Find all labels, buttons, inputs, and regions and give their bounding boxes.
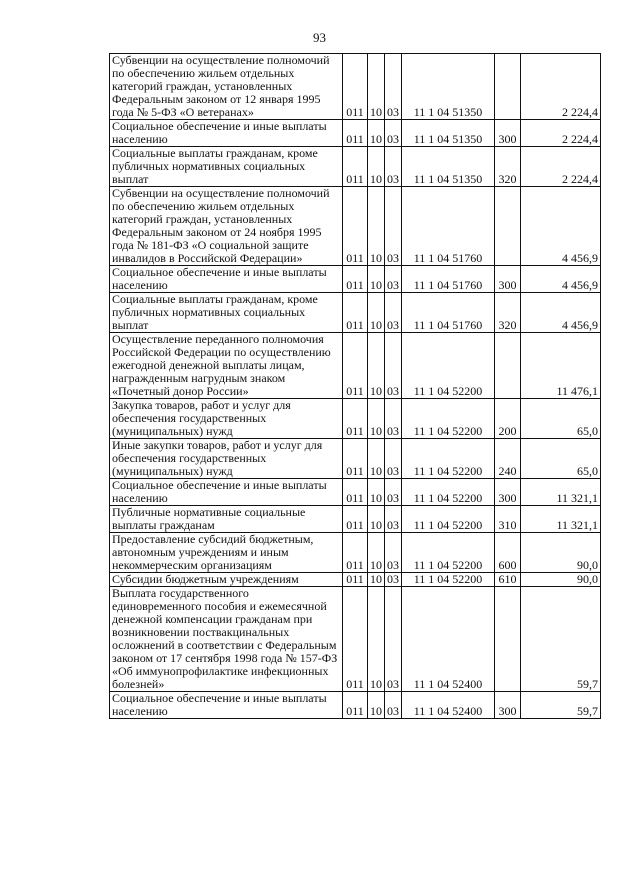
row-name: Выплата государственного единовременного пособия и ежемесячной денежной компенсации гражданам при возникновении поствакцинальных осложнений в соответствии с Федеральным законом от 17 сентября 1998 года № 157-ФЗ «Об иммунопрофилактике инфекционных болезней» — [110, 587, 343, 692]
row-pr: 03 — [385, 333, 402, 399]
row-name: Социальные выплаты гражданам, кроме публичных нормативных социальных выплат — [110, 293, 343, 333]
table-row — [110, 587, 601, 692]
row-pr: 03 — [385, 266, 402, 293]
row-vr: 300 — [495, 266, 521, 293]
row-gr: 011 — [343, 439, 368, 479]
row-sum: 4 456,9 — [521, 187, 601, 266]
row-vr: 200 — [495, 399, 521, 439]
table-row — [110, 506, 601, 533]
row-vr: 310 — [495, 506, 521, 533]
row-cs: 11 1 04 52200 — [402, 479, 495, 506]
row-rz: 10 — [368, 293, 385, 333]
page-number: 93 — [313, 30, 326, 45]
row-name: Осуществление переданного полномочия Российской Федерации по осуществлению ежегодной денежной выплаты лицам, награжденным нагрудным знаком «Почетный донор России» — [110, 333, 343, 399]
row-vr: 610 — [495, 573, 521, 587]
row-pr: 03 — [385, 120, 402, 147]
row-gr: 011 — [343, 293, 368, 333]
table-row — [110, 54, 601, 120]
row-vr — [495, 587, 521, 692]
row-pr: 03 — [385, 506, 402, 533]
row-cs: 11 1 04 52200 — [402, 439, 495, 479]
row-cs: 11 1 04 52200 — [402, 533, 495, 573]
row-pr: 03 — [385, 587, 402, 692]
row-name: Субвенции на осуществление полномочий по обеспечению жильем отдельных категорий граждан, установленных Федеральным законом от 12 января 1995 года № 5-ФЗ «О ветеранах» — [110, 54, 343, 120]
row-name: Предоставление субсидий бюджетным, автономным учреждениям и иным некоммерческим организациям — [110, 533, 343, 573]
table-row — [110, 333, 601, 399]
row-sum: 2 224,4 — [521, 147, 601, 187]
row-pr: 03 — [385, 479, 402, 506]
row-vr — [495, 187, 521, 266]
row-gr: 011 — [343, 533, 368, 573]
row-name: Социальное обеспечение и иные выплаты населению — [110, 692, 343, 719]
row-rz: 10 — [368, 692, 385, 719]
row-rz: 10 — [368, 533, 385, 573]
row-sum: 59,7 — [521, 692, 601, 719]
row-cs: 11 1 04 51350 — [402, 54, 495, 120]
row-rz: 10 — [368, 506, 385, 533]
table-row — [110, 399, 601, 439]
row-rz: 10 — [368, 439, 385, 479]
row-cs: 11 1 04 51350 — [402, 120, 495, 147]
row-vr: 300 — [495, 120, 521, 147]
row-rz: 10 — [368, 573, 385, 587]
row-sum: 11 321,1 — [521, 479, 601, 506]
row-vr: 320 — [495, 293, 521, 333]
row-sum: 65,0 — [521, 399, 601, 439]
row-cs: 11 1 04 52400 — [402, 587, 495, 692]
row-rz: 10 — [368, 399, 385, 439]
row-vr: 300 — [495, 479, 521, 506]
row-vr: 240 — [495, 439, 521, 479]
table-row — [110, 147, 601, 187]
row-name: Публичные нормативные социальные выплаты гражданам — [110, 506, 343, 533]
row-vr — [495, 54, 521, 120]
row-sum: 11 476,1 — [521, 333, 601, 399]
row-vr: 300 — [495, 692, 521, 719]
row-cs: 11 1 04 51760 — [402, 187, 495, 266]
row-sum: 90,0 — [521, 533, 601, 573]
row-name: Закупка товаров, работ и услуг для обеспечения государственных (муниципальных) нужд — [110, 399, 343, 439]
table-row — [110, 573, 601, 587]
row-gr: 011 — [343, 266, 368, 293]
row-name: Социальное обеспечение и иные выплаты населению — [110, 479, 343, 506]
row-pr: 03 — [385, 54, 402, 120]
row-pr: 03 — [385, 293, 402, 333]
row-rz: 10 — [368, 54, 385, 120]
row-cs: 11 1 04 52200 — [402, 573, 495, 587]
row-gr: 011 — [343, 333, 368, 399]
row-pr: 03 — [385, 573, 402, 587]
row-rz: 10 — [368, 479, 385, 506]
row-vr — [495, 333, 521, 399]
row-vr: 600 — [495, 533, 521, 573]
row-pr: 03 — [385, 692, 402, 719]
row-gr: 011 — [343, 54, 368, 120]
row-cs: 11 1 04 52200 — [402, 333, 495, 399]
row-name: Иные закупки товаров, работ и услуг для обеспечения государственных (муниципальных) нужд — [110, 439, 343, 479]
row-gr: 011 — [343, 120, 368, 147]
row-rz: 10 — [368, 266, 385, 293]
row-name: Социальные выплаты гражданам, кроме публичных нормативных социальных выплат — [110, 147, 343, 187]
row-cs: 11 1 04 51760 — [402, 266, 495, 293]
row-cs: 11 1 04 52200 — [402, 399, 495, 439]
table-row — [110, 439, 601, 479]
row-rz: 10 — [368, 120, 385, 147]
row-rz: 10 — [368, 147, 385, 187]
table-row — [110, 266, 601, 293]
row-pr: 03 — [385, 439, 402, 479]
row-pr: 03 — [385, 399, 402, 439]
row-cs: 11 1 04 51350 — [402, 147, 495, 187]
row-gr: 011 — [343, 573, 368, 587]
row-rz: 10 — [368, 587, 385, 692]
row-gr: 011 — [343, 399, 368, 439]
row-sum: 65,0 — [521, 439, 601, 479]
row-pr: 03 — [385, 147, 402, 187]
row-rz: 10 — [368, 333, 385, 399]
row-pr: 03 — [385, 187, 402, 266]
row-gr: 011 — [343, 147, 368, 187]
row-sum: 4 456,9 — [521, 293, 601, 333]
row-gr: 011 — [343, 587, 368, 692]
row-sum: 2 224,4 — [521, 54, 601, 120]
row-name: Субвенции на осуществление полномочий по обеспечению жильем отдельных категорий граждан, установленных Федеральным законом от 24 ноября 1995 года № 181-ФЗ «О социальной защите инвалидов в Российской Федерации» — [110, 187, 343, 266]
row-name: Социальное обеспечение и иные выплаты населению — [110, 120, 343, 147]
table-row — [110, 120, 601, 147]
row-name: Социальное обеспечение и иные выплаты населению — [110, 266, 343, 293]
row-sum: 59,7 — [521, 587, 601, 692]
row-gr: 011 — [343, 506, 368, 533]
row-sum: 90,0 — [521, 573, 601, 587]
table-row — [110, 293, 601, 333]
row-sum: 2 224,4 — [521, 120, 601, 147]
budget-table — [109, 53, 601, 719]
table-row — [110, 533, 601, 573]
row-gr: 011 — [343, 479, 368, 506]
row-name: Субсидии бюджетным учреждениям — [110, 573, 343, 587]
row-cs: 11 1 04 52400 — [402, 692, 495, 719]
row-gr: 011 — [343, 692, 368, 719]
row-pr: 03 — [385, 533, 402, 573]
row-gr: 011 — [343, 187, 368, 266]
row-cs: 11 1 04 52200 — [402, 506, 495, 533]
table-row — [110, 692, 601, 719]
row-sum: 4 456,9 — [521, 266, 601, 293]
row-vr: 320 — [495, 147, 521, 187]
row-rz: 10 — [368, 187, 385, 266]
row-sum: 11 321,1 — [521, 506, 601, 533]
row-cs: 11 1 04 51760 — [402, 293, 495, 333]
table-row — [110, 479, 601, 506]
table-row — [110, 187, 601, 266]
